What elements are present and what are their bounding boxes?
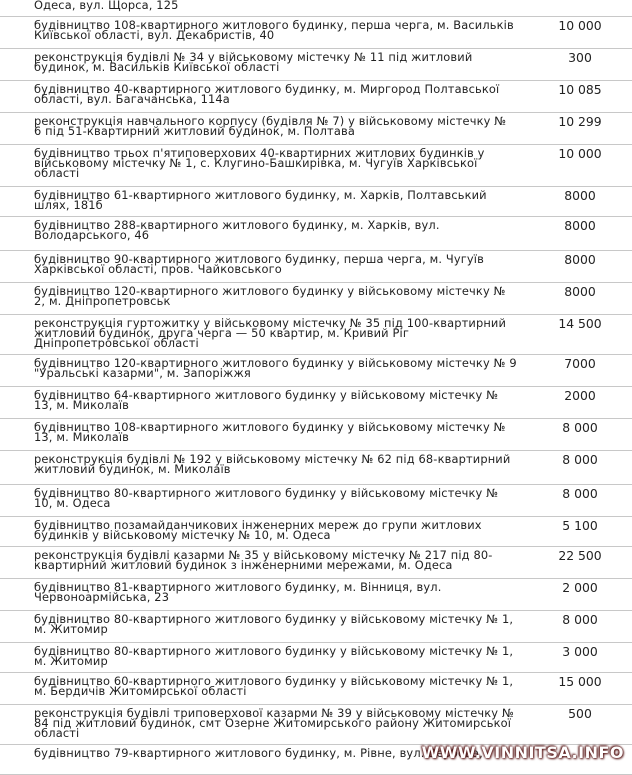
description-line: шлях, 181б xyxy=(34,198,103,212)
row-description xyxy=(34,0,524,10)
table-row xyxy=(0,0,632,17)
row-amount: 8 000 xyxy=(562,452,598,467)
row-description xyxy=(34,318,524,348)
description-line: Дніпропетровської області xyxy=(34,336,199,350)
row-amount: 10 085 xyxy=(558,82,602,97)
description-line: будівництво 120-квартирного житлового будинку у військовому містечку № 9 xyxy=(34,356,517,370)
table-row xyxy=(0,112,632,145)
table-row xyxy=(0,610,632,643)
description-line: 10, м. Одеса xyxy=(34,496,111,510)
description-line: реконструкція будівлі № 192 у військовому містечку № 62 під 68-квартирний xyxy=(34,452,511,466)
table-row xyxy=(0,546,632,579)
description-line: 2, м. Дніпропетровськ xyxy=(34,294,171,308)
table-row xyxy=(0,672,632,705)
table-row xyxy=(0,704,632,745)
table-row xyxy=(0,578,632,611)
row-amount: 10 000 xyxy=(558,146,602,161)
description-line: "Уральські казарми", м. Запоріжжя xyxy=(34,366,251,380)
table-row xyxy=(0,418,632,451)
description-line: будівництво 108-квартирного житлового будинку у військовому містечку № xyxy=(34,420,506,434)
row-amount: 8000 xyxy=(564,252,596,267)
description-line: 13, м. Миколаїв xyxy=(34,398,130,412)
description-line: Володарського, 46 xyxy=(34,228,150,242)
row-amount: 14 500 xyxy=(558,316,602,331)
table-row xyxy=(0,642,632,673)
description-line: будинків у військовому містечку № 10, м. Одеса xyxy=(34,528,331,542)
row-amount: 2 000 xyxy=(562,580,598,595)
row-amount: 300 xyxy=(568,50,592,65)
row-description xyxy=(34,550,524,570)
row-amount: 8 000 xyxy=(562,486,598,501)
row-description xyxy=(34,52,524,72)
table-row xyxy=(0,144,632,187)
description-line: будівництво 40-квартирного житлового будинку, м. Миргород Полтавської xyxy=(34,82,500,96)
description-line: будинок, м. Васильків Київської області xyxy=(34,60,280,74)
description-line: будівництво 288-квартирного житлового будинку, м. Харків, вул. xyxy=(34,218,440,232)
row-description xyxy=(34,582,524,602)
row-amount: 10 000 xyxy=(558,18,602,33)
description-line: військовому містечку № 1, с. Клугино-Башкирівка, м. Чугуїв Харківської xyxy=(34,156,478,170)
description-line: реконструкція будівлі № 34 у військовому містечку № 11 під житловий xyxy=(34,50,473,64)
description-line: будівництво 81-квартирного житлового будинку, м. Вінниця, вул. xyxy=(34,580,442,594)
row-description xyxy=(34,220,524,240)
row-amount: 7000 xyxy=(564,356,596,371)
table-row xyxy=(0,450,632,485)
description-line: 6 під 51-квартирний житловий будинок, м. Полтава xyxy=(34,124,355,138)
table-row xyxy=(0,386,632,419)
row-amount: 5 100 xyxy=(562,518,598,533)
row-description xyxy=(34,254,524,274)
row-description xyxy=(34,422,524,442)
row-description xyxy=(34,286,524,306)
row-amount: 8000 xyxy=(564,218,596,233)
table-row xyxy=(0,484,632,517)
row-description xyxy=(34,190,524,210)
description-line: квартирний житловий будинок з інженерними мережами, м. Одеса xyxy=(34,558,453,572)
description-line: 84 під житловий будинок, смт Озерне Житомирського району Житомирської xyxy=(34,716,512,730)
description-line: будівництво 64-квартирного житлового будинку у військовому містечку № xyxy=(34,388,499,402)
row-description xyxy=(34,20,524,40)
description-line: житловий будинок, м. Миколаїв xyxy=(34,462,231,476)
table-row xyxy=(0,80,632,113)
vinnitsa-info-watermark: WWW.VINNITSA.INFO xyxy=(421,743,624,762)
row-amount: 3 000 xyxy=(562,644,598,659)
description-line: будівництво 79-квартирного житлового будинку, м. Рівне, вул. Вербова, xyxy=(34,746,483,760)
row-description xyxy=(34,614,524,634)
description-line: реконструкція будівлі триповерхової казарми № 39 у військовому містечку № xyxy=(34,706,514,720)
description-line: м. Бердичів Житомирської області xyxy=(34,684,247,698)
table-row xyxy=(0,250,632,283)
row-description xyxy=(34,488,524,508)
row-amount: 8000 xyxy=(564,188,596,203)
description-line: реконструкція навчального корпусу (будівля № 7) у військовому містечку № xyxy=(34,114,507,128)
row-amount: 500 xyxy=(568,706,592,721)
row-amount: 15 000 xyxy=(558,674,602,689)
description-line: Харківської області, пров. Чайковського xyxy=(34,262,282,276)
row-amount: 8 000 xyxy=(562,612,598,627)
table-row xyxy=(0,314,632,355)
description-line: будівництво 90-квартирного житлового будинку, перша черга, м. Чугуїв xyxy=(34,252,484,266)
table-row xyxy=(0,516,632,547)
description-line: Червоноармійська, 23 xyxy=(34,590,170,604)
description-line: реконструкція будівлі казарми № 35 у військовому містечку № 217 під 80- xyxy=(34,548,493,562)
description-line: будівництво 60-квартирного житлового будинку у військовому містечку № 1, xyxy=(34,674,514,688)
row-amount: 10 299 xyxy=(558,114,602,129)
row-amount: 22 500 xyxy=(558,548,602,563)
table-row xyxy=(0,48,632,81)
description-line: житловий будинок, друга черга — 50 квартир, м. Кривий Ріг xyxy=(34,326,409,340)
row-description xyxy=(34,708,524,738)
table-row xyxy=(0,216,632,251)
description-line: м. Житомир xyxy=(34,622,108,636)
description-line: будівництво 61-квартирного житлового будинку, м. Харків, Полтавський xyxy=(34,188,487,202)
table-row xyxy=(0,186,632,217)
description-line: 13, м. Миколаїв xyxy=(34,430,130,444)
description-line: Одеса, вул. Щорса, 125 xyxy=(34,0,179,12)
description-line: будівництво 120-квартирного житлового будинку у військовому містечку № xyxy=(34,284,506,298)
row-description xyxy=(34,646,524,666)
row-description xyxy=(34,454,524,474)
description-line: будівництво 80-квартирного житлового будинку у військовому містечку № 1, xyxy=(34,612,514,626)
row-description xyxy=(34,358,524,378)
row-description xyxy=(34,520,524,540)
row-amount: 8 000 xyxy=(562,420,598,435)
table-row xyxy=(0,354,632,387)
description-line: Київської області, вул. Декабристів, 40 xyxy=(34,28,275,42)
row-description xyxy=(34,84,524,104)
row-description xyxy=(34,116,524,136)
description-line: області xyxy=(34,726,80,740)
description-line: області, вул. Багачанська, 114а xyxy=(34,92,230,106)
table-row xyxy=(0,16,632,49)
description-line: будівництво позамайданчикових інженерних мереж до групи житлових xyxy=(34,518,482,532)
row-description xyxy=(34,676,524,696)
description-line: області xyxy=(34,166,80,180)
row-amount: 2000 xyxy=(564,388,596,403)
row-amount: 8000 xyxy=(564,284,596,299)
table-row xyxy=(0,282,632,315)
row-description xyxy=(34,390,524,410)
description-line: будівництво 80-квартирного житлового будинку у військовому містечку № xyxy=(34,486,499,500)
description-line: будівництво трьох п'ятиповерхових 40-квартирних житлових будинків у xyxy=(34,146,485,160)
description-line: будівництво 108-квартирного житлового будинку, перша черга, м. Васильків xyxy=(34,18,514,32)
row-description xyxy=(34,148,524,178)
description-line: м. Житомир xyxy=(34,654,108,668)
description-line: реконструкція гуртожитку у військовому містечку № 35 під 100-квартирний xyxy=(34,316,507,330)
description-line: будівництво 80-квартирного житлового будинку у військовому містечку № 1, xyxy=(34,644,514,658)
